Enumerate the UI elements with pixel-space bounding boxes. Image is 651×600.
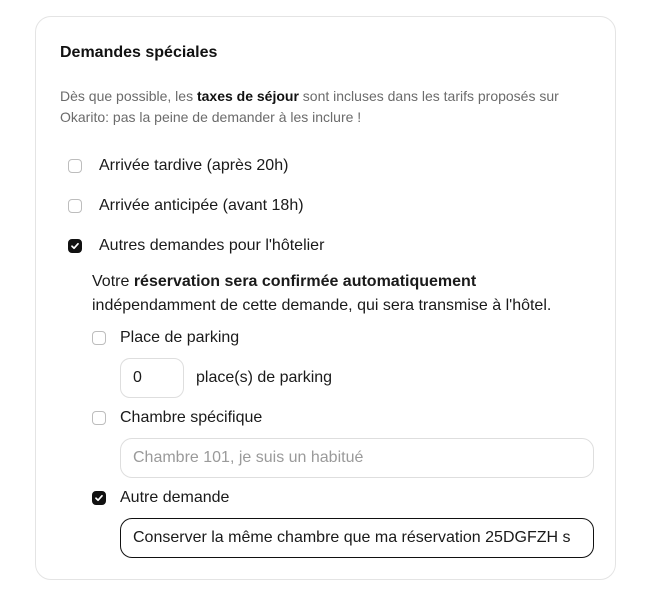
late-arrival-option[interactable] [68,157,288,175]
specific-room-label: Chambre spécifique [120,409,263,426]
specific-room-option[interactable] [92,409,262,427]
section-intro [60,86,590,128]
intro-text-after: sont incluses dans les tarifs proposés sur Okarito: pas la peine de demander à les inclure ! [60,88,559,125]
other-request-option[interactable] [92,489,229,507]
other-requests-label: Autres demandes pour l'hôtelier [99,237,325,254]
intro-text-bold: taxes de séjour [196,88,299,104]
other-requests-checkbox[interactable] [68,239,82,253]
other-request-checkbox[interactable] [92,491,106,505]
parking-quantity-input[interactable] [120,358,184,398]
late-arrival-checkbox[interactable] [68,159,82,173]
section-title: Demandes spéciales [60,44,218,61]
checkmark-icon [70,241,80,251]
late-arrival-label: Arrivée tardive (après 20h) [99,157,289,174]
specific-room-checkbox[interactable] [92,411,106,425]
intro-text-before: Dès que possible, les [60,88,197,104]
early-arrival-label: Arrivée anticipée (avant 18h) [99,197,304,214]
parking-quantity-row [120,358,332,398]
other-requests-option[interactable] [68,237,324,255]
checkmark-icon [94,493,104,503]
parking-quantity-label: place(s) de parking [196,369,333,386]
early-arrival-checkbox[interactable] [68,199,82,213]
other-request-input[interactable] [120,518,594,558]
parking-checkbox[interactable] [92,331,106,345]
specific-room-input[interactable] [120,438,594,478]
special-requests-card [35,16,616,580]
note-text-bold: réservation sera confirmée automatiquement [133,273,477,290]
confirmation-note [92,270,592,318]
note-text-after: indépendamment de cette demande, qui sera transmise à l'hôtel. [92,297,552,314]
note-text-before: Votre [92,273,134,290]
parking-option[interactable] [92,329,239,347]
other-request-label: Autre demande [120,489,230,506]
early-arrival-option[interactable] [68,197,304,215]
parking-label: Place de parking [120,329,240,346]
